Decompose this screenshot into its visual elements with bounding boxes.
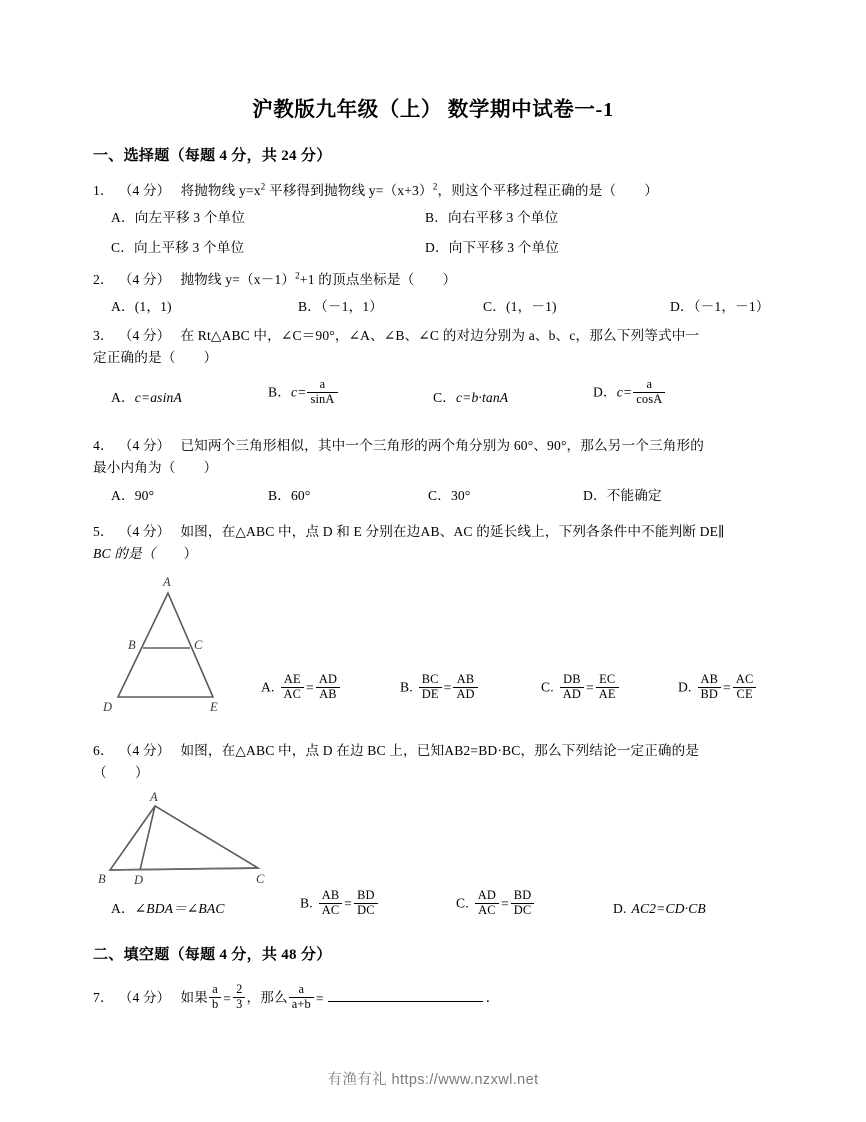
svg-text:B: B — [128, 638, 136, 652]
question-3-options — [93, 379, 793, 423]
question-5-option-c[interactable]: C. $\frac{DB}{AD}$ = $\frac{EC}{AE}$ — [541, 674, 620, 703]
question-6-text-line1: 如图，在△ABC 中，点 D 在边 BC 上，已知AB2=BD·BC，那么下列结论一定正确的是 — [180, 743, 700, 758]
svg-text:A: A — [150, 790, 158, 804]
question-2-number: 2． — [93, 272, 114, 287]
question-7-text-b: ，那么 — [246, 990, 288, 1005]
question-2-option-c[interactable]: C．(1，－1) — [483, 299, 557, 315]
question-1-stem — [93, 180, 793, 202]
fraction: $\frac{a}{\cos A}$ — [633, 378, 665, 407]
question-2-option-b[interactable]: B．（－1，1） — [298, 299, 384, 315]
question-2-points: （4 分） — [118, 272, 171, 287]
question-6-option-d[interactable]: D. AC2=CD·CB — [613, 901, 706, 916]
question-4-option-a[interactable]: A．90° — [111, 488, 155, 504]
svg-text:E: E — [210, 700, 218, 714]
question-2-sup-a: 2 — [295, 270, 300, 281]
question-1-options — [93, 207, 793, 261]
question-1 — [93, 180, 793, 261]
question-6-stem — [93, 740, 793, 762]
question-5-number: 5． — [93, 524, 114, 539]
question-1-option-d[interactable]: D．向下平移 3 个单位 — [425, 240, 559, 256]
svg-text:C: C — [256, 872, 265, 886]
question-4-stem-line2: 最小内角为（ ） — [93, 460, 218, 476]
question-3-stem — [93, 325, 793, 347]
question-6-stem-line2: （ ） — [93, 765, 149, 781]
question-5-option-d[interactable]: D. $\frac{AB}{BD}$ = $\frac{AC}{CE}$ — [678, 674, 757, 703]
question-3-option-d[interactable]: D．c= $\frac{a}{\cos A}$ — [593, 379, 666, 408]
question-5-points: （4 分） — [118, 524, 171, 539]
question-4-option-d[interactable]: D．不能确定 — [583, 488, 662, 504]
question-3-option-b[interactable]: B．c= $\frac{a}{\sin A}$ — [268, 379, 339, 408]
question-7 — [93, 983, 793, 1014]
question-4-stem — [93, 435, 793, 457]
question-7-number: 7． — [93, 990, 114, 1005]
question-6-figure — [98, 788, 278, 886]
fraction: $\frac{AB}{AD}$ — [453, 673, 477, 702]
question-7-text-a: 如果 — [180, 990, 208, 1005]
page-title: 沪教版九年级（上） 数学期中试卷一-1 — [252, 99, 614, 121]
question-3-text-line1: 在 Rt△ABC 中，∠C＝90°，∠A、∠B、∠C 的对边分别为 a、b、c，那么下列等式中一 — [180, 328, 700, 343]
question-6-points: （4 分） — [118, 743, 171, 758]
question-5-text-line1: 如图，在△ABC 中，点 D 和 E 分别在边AB、AC 的延长线上，下列各条件中不能判断 DE∥ — [180, 524, 725, 539]
fraction: $\frac{a}{b}$ — [209, 983, 221, 1012]
question-3-stem-line2: 定正确的是（ ） — [93, 350, 218, 366]
fraction: $\frac{AD}{AC}$ — [475, 889, 499, 918]
svg-text:D: D — [134, 873, 144, 886]
question-6-option-a[interactable]: A．∠BDA＝∠BAC — [111, 901, 225, 916]
question-4 — [93, 435, 793, 509]
fraction: $\frac{AD}{AB}$ — [316, 673, 340, 702]
question-5-option-a[interactable]: A. $\frac{AE}{AC}$ = $\frac{AD}{AB}$ — [261, 674, 341, 703]
question-7-stem: 7． （4 分） 如果 $\frac{a}{b}$ = $\frac{2}{3}$ ，那么 $\frac{a}{a+b}$ = ． — [93, 982, 500, 1012]
question-1-text-a: 将抛物线 y=x — [180, 183, 261, 198]
svg-text:D: D — [103, 700, 113, 714]
question-4-option-b[interactable]: B．60° — [268, 488, 311, 504]
question-6-options — [93, 888, 793, 932]
question-5-options — [93, 672, 793, 716]
question-1-option-a[interactable]: A．向左平移 3 个单位 — [111, 210, 245, 226]
question-1-sup-a: 2 — [260, 181, 266, 192]
question-6-number: 6． — [93, 743, 114, 758]
question-1-text-c: ，则这个平移过程正确的是（ — [437, 183, 617, 198]
question-1-points: （4 分） — [118, 183, 171, 198]
question-4-options — [93, 485, 793, 509]
question-6-option-c[interactable]: C. $\frac{AD}{AC}$ = $\frac{BD}{DC}$ — [456, 890, 535, 919]
fraction: $\frac{BC}{DE}$ — [419, 673, 442, 702]
fraction: $\frac{a}{\sin A}$ — [307, 378, 337, 407]
question-1-sup-b: 2 — [432, 181, 438, 192]
question-1-text-d: ） — [644, 183, 659, 198]
question-7-points: （4 分） — [118, 990, 171, 1005]
question-5-stem — [93, 521, 793, 543]
fraction: $\frac{AC}{CE}$ — [733, 673, 757, 702]
question-1-text-b: 平移得到抛物线 y=（x+3） — [265, 183, 433, 198]
question-2 — [93, 269, 793, 320]
question-3-number: 3． — [93, 328, 114, 343]
question-3-option-c[interactable]: C．c=b·tanA — [433, 390, 509, 406]
question-4-number: 4． — [93, 438, 114, 453]
question-2-text-a: 抛物线 y=（x－1） — [180, 272, 296, 287]
section-heading-choice: 一、选择题（每题 4 分，共 24 分） — [93, 148, 332, 164]
question-2-text-b: +1 的顶点坐标是（ — [299, 272, 415, 287]
svg-text:B: B — [98, 872, 106, 886]
question-6-option-b[interactable]: B. $\frac{AB}{AC}$ = $\frac{BD}{DC}$ — [300, 890, 379, 919]
footer-watermark: 有渔有礼 https://www.nzxwl.net — [327, 1072, 539, 1088]
question-3 — [93, 325, 793, 423]
question-6 — [93, 740, 793, 784]
question-4-text-line1: 已知两个三角形相似，其中一个三角形的两个角分别为 60°、90°，那么另一个三角形的 — [180, 438, 704, 453]
question-5 — [93, 521, 793, 565]
question-1-option-c[interactable]: C．向上平移 3 个单位 — [111, 240, 245, 256]
question-4-points: （4 分） — [118, 438, 171, 453]
question-3-points: （4 分） — [118, 328, 171, 343]
question-1-option-b[interactable]: B．向右平移 3 个单位 — [425, 210, 559, 226]
svg-text:A: A — [163, 575, 171, 589]
fraction: $\frac{AB}{AC}$ — [319, 889, 343, 918]
question-2-stem — [93, 269, 793, 291]
fraction: $\frac{2}{3}$ — [233, 983, 245, 1012]
section-heading-fill: 二、填空题（每题 4 分，共 48 分） — [93, 947, 332, 963]
fraction: $\frac{AE}{AC}$ — [281, 673, 305, 702]
fraction: $\frac{AB}{BD}$ — [698, 673, 722, 702]
fraction: $\frac{DB}{AD}$ — [560, 673, 584, 702]
question-2-options — [93, 296, 793, 320]
question-7-answer-blank[interactable] — [328, 989, 483, 1002]
question-5-option-b[interactable]: B. $\frac{BC}{DE}$ = $\frac{AB}{AD}$ — [400, 674, 479, 703]
fraction: $\frac{BD}{DC}$ — [354, 889, 378, 918]
question-3-option-a[interactable]: A．c=asinA — [111, 390, 182, 406]
question-2-option-a[interactable]: A．(1，1) — [111, 299, 172, 315]
question-2-text-c: ） — [442, 272, 457, 287]
question-5-stem-line2: BC 的是（ ） — [93, 546, 198, 562]
svg-text:C: C — [194, 638, 203, 652]
fraction: $\frac{EC}{AE}$ — [596, 673, 619, 702]
question-2-option-d[interactable]: D．（－1，－1） — [670, 299, 770, 315]
question-1-number: 1． — [93, 183, 114, 198]
question-7-text-c: ． — [485, 990, 500, 1005]
question-4-option-c[interactable]: C．30° — [428, 488, 471, 504]
fraction: $\frac{a}{a+b}$ — [289, 983, 314, 1012]
fraction: $\frac{BD}{DC}$ — [511, 889, 535, 918]
